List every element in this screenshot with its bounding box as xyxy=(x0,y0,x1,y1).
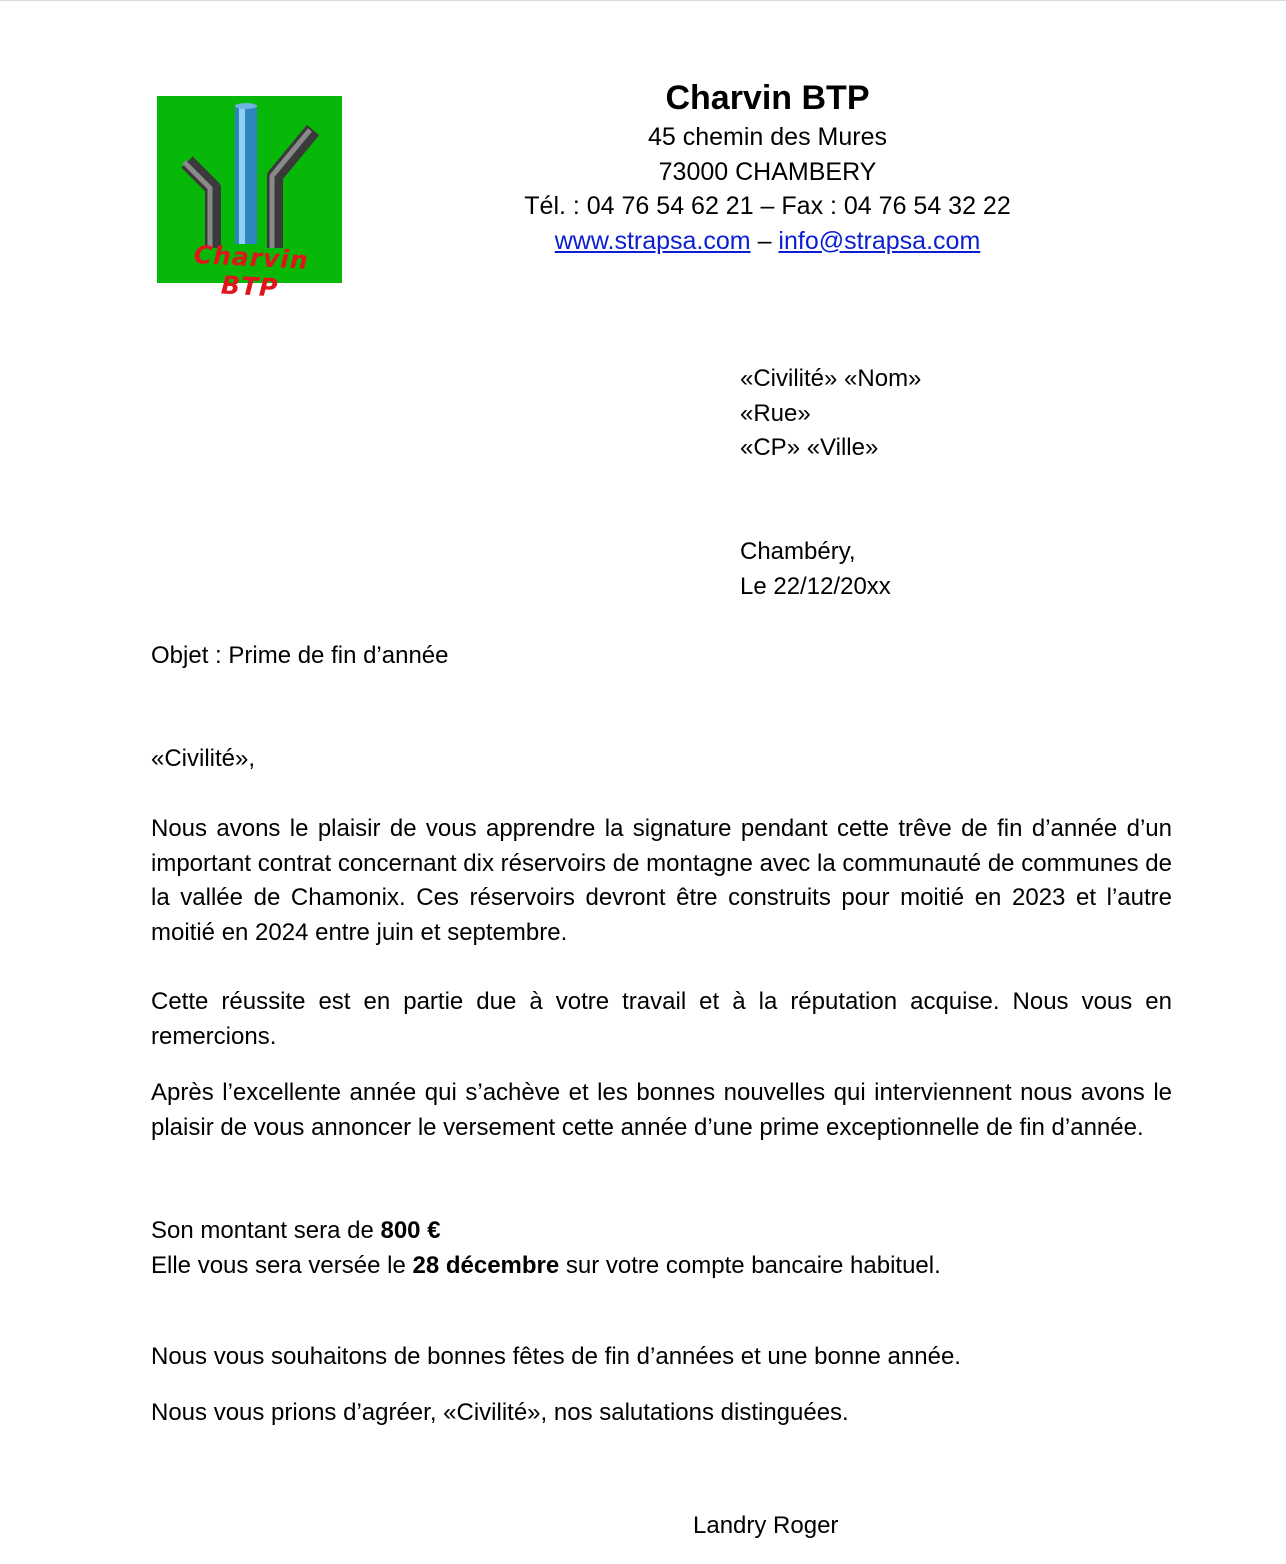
date-place: Chambéry, xyxy=(740,538,856,565)
recipient-address xyxy=(740,362,921,466)
amount-prefix: Son montant sera de xyxy=(151,1217,381,1244)
letterhead xyxy=(500,76,1035,258)
recipient-street: «Rue» xyxy=(740,399,811,427)
company-name: Charvin BTP xyxy=(665,79,870,117)
recipient-city: «CP» «Ville» xyxy=(740,434,879,461)
amount-line xyxy=(151,1214,1172,1249)
signature-name: Landry Roger xyxy=(693,1512,839,1539)
salutation: «Civilité», xyxy=(151,745,256,772)
contact-links xyxy=(500,224,1035,259)
website-link[interactable]: www.strapsa.com xyxy=(554,226,751,255)
payment-line xyxy=(151,1249,1172,1284)
phone-fax: Tél. : 04 76 54 62 21 – Fax : 04 76 54 32 22 xyxy=(524,192,1011,220)
company-logo xyxy=(157,96,342,303)
date-block xyxy=(740,535,891,604)
payment-date: 28 décembre xyxy=(412,1252,560,1279)
paragraph-thanks: Cette réussite est en partie due à votre travail et à la réputation acquise. Nous vous en remercions. xyxy=(151,988,1172,1050)
page-top-border xyxy=(0,0,1286,1)
subject-line: Objet : Prime de fin d’année xyxy=(151,642,449,669)
address-line-1: 45 chemin des Mures xyxy=(647,123,887,151)
email-link[interactable]: info@strapsa.com xyxy=(778,226,981,255)
recipient-name: «Civilité» «Nom» xyxy=(740,365,922,392)
link-separator: – xyxy=(757,226,772,255)
bonus-amount: 800 € xyxy=(380,1217,441,1244)
letter-date: Le 22/12/20xx xyxy=(740,572,891,600)
payment-prefix: Elle vous sera versée le xyxy=(151,1252,413,1279)
paragraph-contract: Nous avons le plaisir de vous apprendre la signature pendant cette trêve de fin d’année d’un important contrat concernant dix réservoirs de montagne avec la communauté de communes de la vallée de Chamonix. Ces réservoirs devront être construits pour moitié en 2023 et l’autre moitié en 2024 entre juin et septembre. xyxy=(151,815,1172,946)
logo-text: Charvin BTP xyxy=(193,240,310,303)
payment-suffix: sur votre compte bancaire habituel. xyxy=(559,1252,941,1279)
paragraph-bonus: Après l’excellente année qui s’achève et les bonnes nouvelles qui interviennent nous avons le plaisir de vous annoncer le versement cette année d’une prime exceptionnelle de fin d’année. xyxy=(151,1079,1172,1141)
address-line-2: 73000 CHAMBERY xyxy=(658,157,877,186)
wishes-line: Nous vous souhaitons de bonnes fêtes de fin d’années et une bonne année. xyxy=(151,1343,961,1370)
closing-line: Nous vous prions d’agréer, «Civilité», nos salutations distinguées. xyxy=(151,1399,849,1426)
